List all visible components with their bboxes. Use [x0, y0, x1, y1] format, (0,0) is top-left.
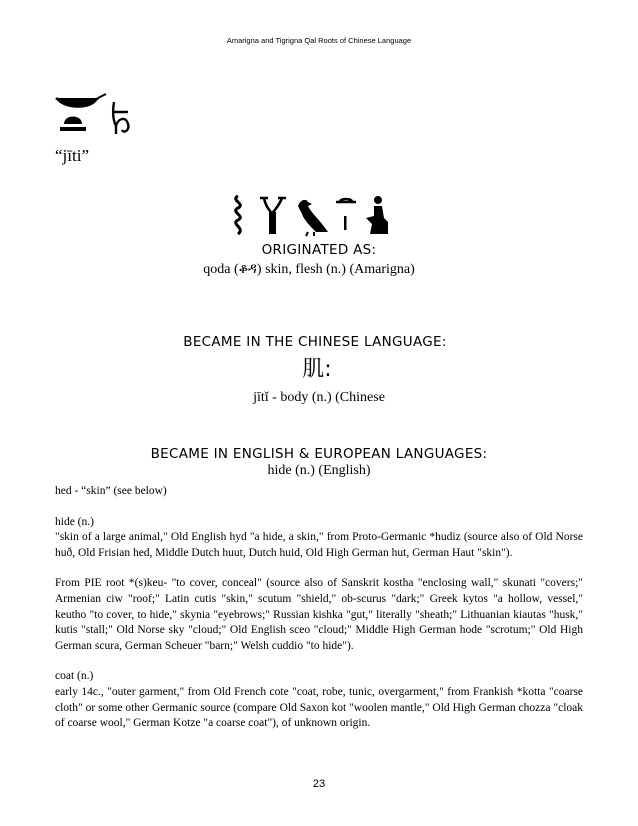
running-header: Amarigna and Tigrigna Qal Roots of Chinese Language: [226, 36, 412, 45]
entry-title-hide: hide (n.): [55, 515, 94, 528]
paragraph-hed: hed - “skin” (see below): [55, 485, 167, 497]
hieroglyph-vessel-icon: [52, 92, 142, 140]
paragraph-pie-root: From PIE root *(s)keu- "to cover, conceal" (source also of Sanskrit kostha "enclosing wall," skunati "covers;" Armenian ciw "roof;" Latin cutis "skin," scutum "shield," ob-scurus "dark;" Greek kytos "a hollow, vessel," keutho "to cover, to hide," skynia "eyebrows;" Russian kishka "gut," literally "sheath;" Lithuanian kiautas "husk," kutis "stall;" Old Norse sky "cloud;" Old English sceo "cloud;" Middle High German hode "scrotum;" Old High German scura, German Scheuer "barn;" Welsh cuddio "to hide").: [55, 577, 583, 652]
chinese-heading: BECAME IN THE CHINESE LANGUAGE:: [183, 334, 447, 350]
body-text: [55, 484, 583, 732]
originated-heading: ORIGINATED AS:: [261, 242, 377, 258]
page-number: 23: [312, 778, 326, 790]
english-heading: BECAME IN ENGLISH & EUROPEAN LANGUAGES:: [150, 446, 488, 462]
chinese-characters: 肌:: [302, 357, 332, 382]
paragraph-coat: early 14c., "outer garment," from Old French cote "coat, robe, tunic, overgarment," from Frankish *kotta "coarse cloth" or some other Germanic source (compare Old Saxon kot "woolen mantle," Old High German chozza "cloak of coarse wool," German Kotze "a coarse coat"), of unknown origin.: [55, 685, 583, 730]
english-line: hide (n.) (English): [267, 463, 371, 478]
hieroglyph-row-icon: [228, 192, 392, 238]
paragraph-hide: "skin of a large animal," Old English hyd "a hide, a skin," from Proto-Germanic *hudiz (source also of Old Norse huð, Old Frisian hed, Middle Dutch huut, Dutch huid, Old High German hut, German Haut "skin").: [55, 531, 583, 559]
originated-line: qoda (ቆዳ) skin, flesh (n.) (Amarigna): [203, 262, 415, 277]
chinese-line: jītǐ - body (n.) (Chinese: [253, 390, 385, 405]
entry-title-coat: coat (n.): [55, 670, 94, 683]
transliteration: “jīti”: [55, 146, 89, 165]
